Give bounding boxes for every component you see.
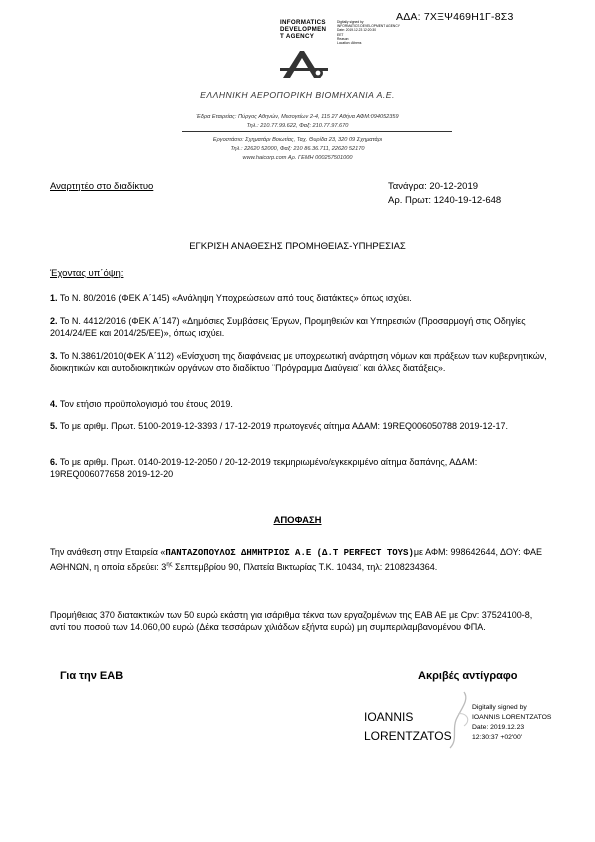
- item-number: 5.: [50, 421, 58, 431]
- item-text: Τον ετήσιο προϋπολογισμό του έτους 2019.: [57, 399, 233, 409]
- signer-first-name: IOANNIS: [364, 710, 414, 724]
- consideration-item: [50, 457, 550, 480]
- factory-address: Εργοστάσιο: Σχηματάρι Βοιωτίας, Ταχ. Θυρίδα 23, 320 09 Σχηματάρι: [212, 137, 383, 143]
- agency-signature-details: [337, 20, 407, 45]
- item-text: Το Ν. 4412/2016 (ΦΕΚ Α΄147) «Δημόσιες Συμβάσεις Έργων, Προμηθειών και Υπηρεσιών (Προσαρμογή στις Οδηγίες 2014/24/ΕΕ και 2014/25/ΕΕ)», όπως ισχύει.: [50, 316, 526, 338]
- item-text: Το με αριθμ. Πρωτ. 0140-2019-12-2050 / 20-12-2019 τεκμηριωμένο/εγκεκριμένο αίτημα δαπάνης, ΑΔΑΜ: 19REQ006077658 2019-12-20: [50, 457, 478, 479]
- signature-detail-line: INFORMATICS DEVELOPMENT AGENCY: [337, 24, 400, 29]
- item-number: 3.: [50, 351, 58, 361]
- header-divider: [182, 131, 452, 132]
- considerations-heading: Έχοντας υπ΄όψη:: [50, 268, 124, 279]
- website-registry: www.haicorp.com Αρ. ΓΕΜΗ 000257501000: [242, 155, 353, 161]
- signature-line: Digitally signed by: [472, 704, 527, 711]
- item-number: 6.: [50, 457, 58, 467]
- decision-heading: ΑΠΟΦΑΣΗ: [273, 515, 322, 526]
- consideration-item: [50, 351, 550, 374]
- company-name: ΕΛΛΗΝΙΚΗ ΑΕΡΟΠΟΡΙΚΗ ΒΙΟΜΗΧΑΝΙΑ Α.Ε.: [200, 90, 395, 100]
- digital-signature-details: [472, 703, 551, 743]
- signature-line: 12:30:37 +02'00': [472, 734, 523, 741]
- signature-detail-line: Digitally signed by: [337, 20, 364, 24]
- signer-name: [364, 708, 452, 746]
- item-number: 2.: [50, 316, 58, 326]
- item-number: 1.: [50, 293, 58, 303]
- ada-code: ΑΔΑ: 7ΧΞΨ469Η1Γ-8Σ3: [396, 11, 514, 23]
- item-text: Το Ν.3861/2010(ΦΕΚ Α΄112) «Ενίσχυση της διαφάνειας με υποχρεωτική ανάρτηση νόμων και πράξεων των κυβερνητικών, διοικητικών και αυτοδιοικητικών οργάνων στο διαδίκτυο ¨Πρόγραμμα Διαύγεια¨ και άλλες διατάξεις».: [50, 351, 547, 373]
- consideration-item: [50, 399, 550, 411]
- agency-line: T AGENCY: [280, 33, 315, 41]
- agency-name: [280, 19, 326, 41]
- signature-detail-line: Date: 2019.12.23 12:20:30: [337, 28, 377, 33]
- consideration-item: [50, 421, 550, 433]
- award-text: Σεπτεμβρίου 90, Πλατεία Βικτωρίας Τ.Κ. 10434, τηλ: 2108234364.: [172, 561, 438, 572]
- award-text: με ΑΦΜ: 998642644, ΔΟΥ: ΦΑΕ ΑΘΗΝΩΝ, η οποία εδρεύει: 3: [50, 547, 543, 572]
- ordinal-suffix: ης: [166, 561, 173, 568]
- signature-line: Date: 2019.12.23: [472, 724, 525, 731]
- award-text: Την ανάθεση στην Εταιρεία «: [50, 547, 166, 557]
- agency-line: DEVELOPMEN: [280, 26, 327, 34]
- consideration-item: [50, 316, 550, 339]
- hq-phone: Τηλ.: 210.77.99.622, Φαξ: 210.77.97.670: [246, 123, 349, 129]
- item-text: Το με αριθμ. Πρωτ. 5100-2019-12-3393 / 17-12-2019 πρωτογενές αίτημα ΑΔΑΜ: 19REQ006050788 2019-12-17.: [57, 421, 509, 431]
- signature-detail-line: Reason:: [337, 36, 350, 41]
- digital-signature-badge: [280, 19, 408, 79]
- agency-line: INFORMATICS: [280, 19, 326, 26]
- award-paragraph: [50, 547, 550, 573]
- item-text: Το Ν. 80/2016 (ΦΕΚ Α΄145) «Ανάληψη Υποχρεώσεων από τους διατάκτες» όπως ισχύει.: [57, 293, 412, 303]
- signoff-for-company: Για την ΕΑΒ: [60, 670, 124, 682]
- signoff-true-copy: Ακριβές αντίγραφο: [418, 670, 518, 682]
- document-title: ΕΓΚΡΙΣΗ ΑΝΑΘΕΣΗΣ ΠΡΟΜΗΘΕΙΑΣ-ΥΠΗΡΕΣΙΑΣ: [189, 241, 406, 252]
- protocol-number: Αρ. Πρωτ: 1240-19-12-648: [388, 195, 502, 206]
- document-date: Τανάγρα: 20-12-2019: [388, 181, 479, 192]
- signature-line: IOANNIS LORENTZATOS: [472, 714, 552, 721]
- procurement-paragraph: Προμήθειας 370 διατακτικών των 50 ευρώ εκάστη για ισάριθμα τέκνα των εργαζομένων της ΕΑΒ ΑΕ με Cpv: 37524100-8, αντί του ποσού των 14.060,00 ευρώ (Δέκα τεσσάρων χιλιάδων εξήντα ευρώ) μη συμπεριλαμβανομένου ΦΠΑ.: [50, 610, 533, 632]
- hai-logo-icon: [280, 49, 328, 79]
- awarded-company: ΠΑΝΤΑΖΟΠΟΥΛΟΣ ΔΗΜΗΤΡΙΟΣ Α.Ε (Δ.Τ PERFECT TOYS): [165, 548, 414, 558]
- signer-last-name: LORENTZATOS: [364, 729, 452, 743]
- consideration-item: [50, 293, 550, 305]
- signature-detail-line: EET: [337, 32, 344, 37]
- item-number: 4.: [50, 399, 58, 409]
- factory-phone: Τηλ.: 22620 52000, Φαξ: 210 86.36.711, 22620 52170: [230, 146, 365, 152]
- signature-detail-line: Location: Athens: [337, 41, 362, 46]
- posted-online-note: Αναρτητέο στο διαδίκτυο: [50, 181, 154, 192]
- hq-address: Έδρα Εταιρείας: Πύργος Αθηνών, Μεσογείων 2-4, 115 27 Αθήνα ΑΦΜ:094052359: [196, 114, 399, 120]
